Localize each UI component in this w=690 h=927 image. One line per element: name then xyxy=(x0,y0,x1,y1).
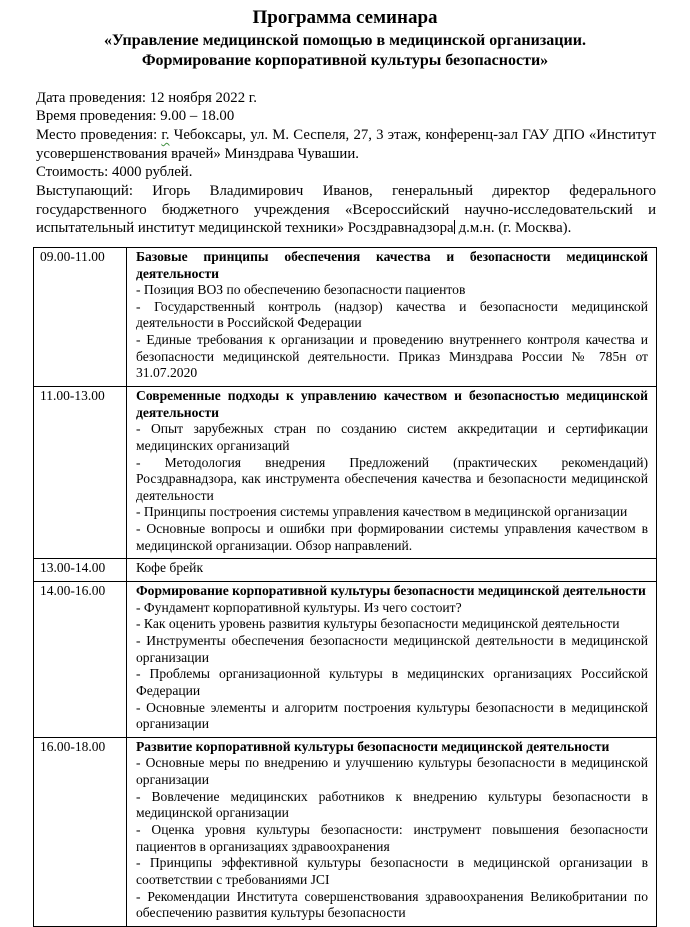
schedule-content xyxy=(127,386,657,558)
session-item: - Опыт зарубежных стран по созданию систем аккредитации и сертификации медицинских организаций xyxy=(136,421,648,453)
event-info xyxy=(36,89,656,238)
event-time: Время проведения: 9.00 – 18.00 xyxy=(36,108,235,125)
session-title: Формирование корпоративной культуры безопасности медицинской деятельности xyxy=(136,583,646,599)
schedule-table xyxy=(33,247,657,927)
session-item: - Инструменты обеспечения безопасности медицинской деятельности в медицинской организации xyxy=(136,632,648,665)
session-item: - Государственный контроль (надзор) качества и безопасности медицинской деятельности в Российской Федерации xyxy=(136,298,648,331)
page-title: Программа семинара xyxy=(252,7,438,28)
table-row xyxy=(34,582,657,738)
event-cost: Стоимость: 4000 рублей. xyxy=(36,164,193,181)
table-row xyxy=(34,737,657,926)
session-item: - Как оценить уровень развития культуры безопасности медицинской деятельности xyxy=(136,616,620,632)
session-item: - Принципы построения системы управления качеством в медицинской организации xyxy=(136,504,628,520)
schedule-content xyxy=(127,559,657,582)
schedule-time: 16.00-18.00 xyxy=(34,737,127,926)
schedule-time: 11.00-13.00 xyxy=(34,386,127,558)
session-item: - Основные элементы и алгоритм построения культуры безопасности в медицинской организации xyxy=(136,699,648,732)
event-speaker-text: Выступающий: Игорь Владимирович Иванов, генеральный директор федерального государственного бюджетного учреждения «Всероссийский научно-исследовательский и испытательный институт медицинской техники» Росздравнадзора xyxy=(36,182,656,237)
table-row xyxy=(34,386,657,558)
session-title: Развитие корпоративной культуры безопасности медицинской деятельности xyxy=(136,738,610,754)
session-title: Современные подходы к управлению качеством и безопасностью медицинской деятельности xyxy=(136,387,648,420)
session-item: - Основные меры по внедрению и улучшению культуры безопасности в медицинской организации xyxy=(136,755,648,788)
session-item: - Единые требования к организации и проведению внутреннего контроля качества и безопасности медицинской деятельности. Приказ Минздрава России № 785н от 31.07.2020 xyxy=(136,332,648,381)
event-speaker xyxy=(36,182,656,238)
session-item: - Фундамент корпоративной культуры. Из чего состоит? xyxy=(136,599,462,615)
document-subtitle-line2: Формирование корпоративной культуры безопасности» xyxy=(141,52,549,70)
event-speaker-text-after: д.м.н. (г. Москва). xyxy=(454,220,572,237)
session-item: - Проблемы организационной культуры в медицинских организациях Российской Федерации xyxy=(136,666,648,698)
schedule-table-body xyxy=(34,247,657,926)
schedule-time: 13.00-14.00 xyxy=(34,559,127,582)
document-page[interactable] xyxy=(0,7,690,921)
event-place-rest: Чебоксары, ул. М. Сеспеля, 27, 3 этаж, конференц-зал ГАУ ДПО «Институт усовершенствования врачей» Минздрава Чувашии. xyxy=(36,127,656,162)
schedule-time: 14.00-16.00 xyxy=(34,582,127,738)
session-item: - Рекомендации Института совершенствования здравоохранения Великобритании по обеспечению развития культуры безопасности xyxy=(136,888,648,921)
session-title: Базовые принципы обеспечения качества и безопасности медицинской деятельности xyxy=(136,248,648,281)
session-item: - Позиция ВОЗ по обеспечению безопасности пациентов xyxy=(136,282,466,298)
session-text: Кофе брейк xyxy=(136,560,204,576)
event-place xyxy=(36,126,656,163)
document-subtitle-line1: «Управление медицинской помощью в медицинской организации. xyxy=(104,31,586,49)
event-place-prefix: Место проведения: xyxy=(36,127,162,144)
table-row xyxy=(34,247,657,386)
schedule-content xyxy=(127,247,657,386)
schedule-content xyxy=(127,737,657,926)
session-item: - Основные вопросы и ошибки при формировании системы управления качеством в медицинской организации. Обзор направлений. xyxy=(136,521,648,553)
session-item: - Оценка уровня культуры безопасности: инструмент повышения безопасности пациентов в организациях здравоохранения xyxy=(136,822,648,854)
table-row xyxy=(34,559,657,582)
schedule-content xyxy=(127,582,657,738)
session-item: - Принципы эффективной культуры безопасности в медицинской организации в соответствии с требованиями JCI xyxy=(136,855,648,887)
grammar-underlined-word: г. xyxy=(161,127,170,144)
event-date: Дата проведения: 12 ноября 2022 г. xyxy=(36,89,257,106)
session-item: - Вовлечение медицинских работников к внедрению культуры безопасности в медицинской организации xyxy=(136,788,648,821)
session-item: - Методология внедрения Предложений (практических рекомендаций) Росздравнадзора, как инструмента обеспечения качества и безопасности медицинской деятельности xyxy=(136,454,648,503)
schedule-time: 09.00-11.00 xyxy=(34,247,127,386)
